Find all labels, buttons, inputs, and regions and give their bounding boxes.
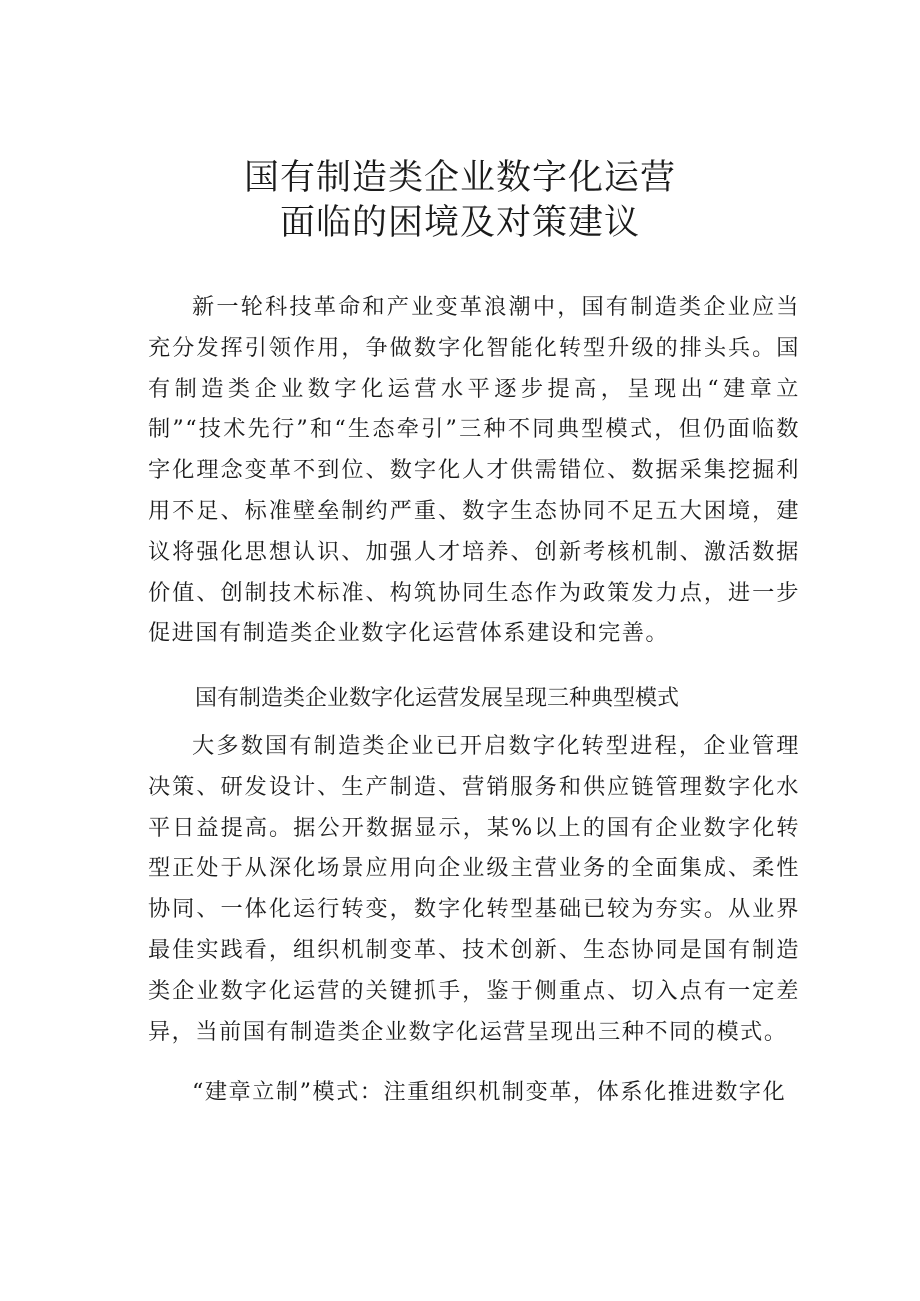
body-paragraph-1: 大多数国有制造类企业已开启数字化转型进程，企业管理决策、研发设计、生产制造、营销服务和供应链管理数字化水平日益提高。据公开数据显示，某%以上的国有企业数字化转型正处于从深化场景应用向企业级主营业务的全面集成、柔性协同、一体化运行转变，数字化转型基础已较为夯实。从业界最佳实践看，组织机制变革、技术创新、生态协同是国有制造类企业数字化运营的关键抓手，鉴于侧重点、切入点有一定差异，当前国有制造类企业数字化运营呈现出三种不同的模式。 bbox=[148, 733, 800, 1045]
abstract-paragraph: 新一轮科技革命和产业变革浪潮中，国有制造类企业应当充分发挥引领作用，争做数字化智能化转型升级的排头兵。国有制造类企业数字化运营水平逐步提高，呈现出“建章立制”“技术先行”和“生态牵引”三种不同典型模式，但仍面临数字化理念变革不到位、数字化人才供需错位、数据采集挖掘利用不足、标准壁垒制约严重、数字生态协同不足五大困境，建议将强化思想认识、加强人才培养、创新考核机制、激活数据价值、创制技术标准、构筑协同生态作为政策发力点，进一步促进国有制造类企业数字化运营体系建设和完善。 bbox=[148, 294, 800, 647]
document-title-line-1: 国有制造类企业数字化运营 bbox=[243, 158, 676, 198]
body-paragraph-2: “建章立制”模式：注重组织机制变革，体系化推进数字化 bbox=[192, 1079, 787, 1105]
document-title-line-2: 面临的困境及对策建议 bbox=[279, 203, 640, 243]
section-heading: 国有制造类企业数字化运营发展呈现三种典型模式 bbox=[195, 686, 680, 711]
